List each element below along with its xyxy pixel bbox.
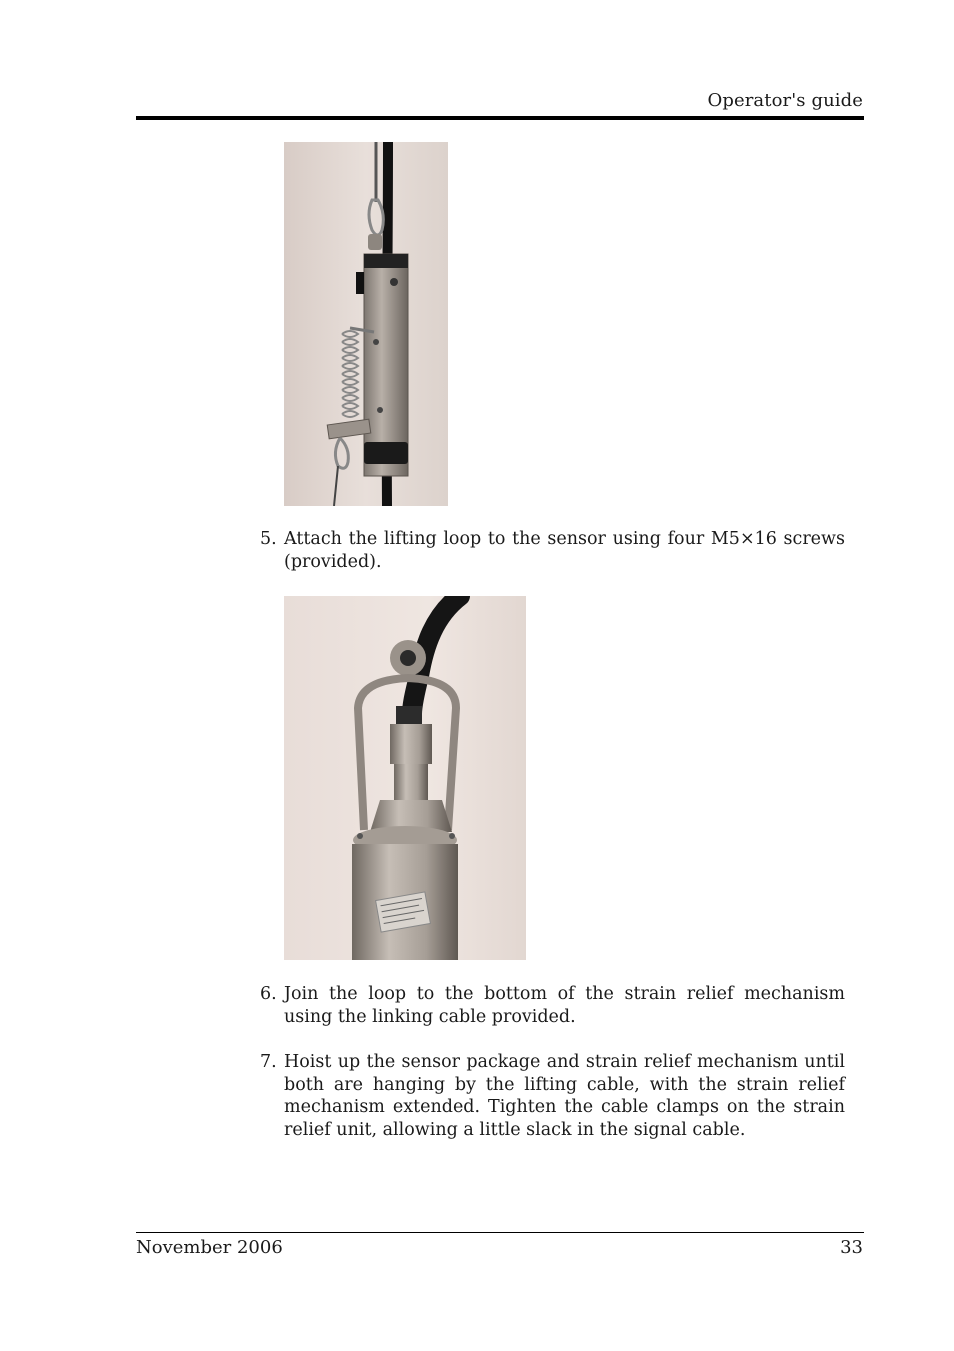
sensor-lifting-loop-photo bbox=[284, 596, 526, 960]
step-number: 6. bbox=[260, 984, 277, 1004]
step-text: Attach the lifting loop to the sensor using four M5×16 screws (provided). bbox=[284, 529, 845, 572]
strain-relief-mechanism-photo bbox=[284, 142, 448, 506]
step-number: 5. bbox=[260, 529, 277, 549]
footer-rule bbox=[136, 1232, 864, 1233]
step-item bbox=[260, 983, 845, 1028]
step-text: Join the loop to the bottom of the strain relief mechanism using the linking cable provided. bbox=[284, 984, 845, 1027]
page-number: 33 bbox=[840, 1237, 863, 1258]
step-number: 7. bbox=[260, 1052, 277, 1072]
header-rule bbox=[136, 116, 864, 120]
step-item bbox=[260, 528, 845, 573]
header-title: Operator's guide bbox=[707, 90, 863, 111]
step-item bbox=[260, 1051, 845, 1141]
step-text: Hoist up the sensor package and strain relief mechanism until both are hanging by the lifting cable, with the strain relief mechanism extended. Tighten the cable clamps on the strain relief unit, allowing a little slack in the signal cable. bbox=[284, 1052, 845, 1140]
footer-date: November 2006 bbox=[136, 1237, 283, 1258]
